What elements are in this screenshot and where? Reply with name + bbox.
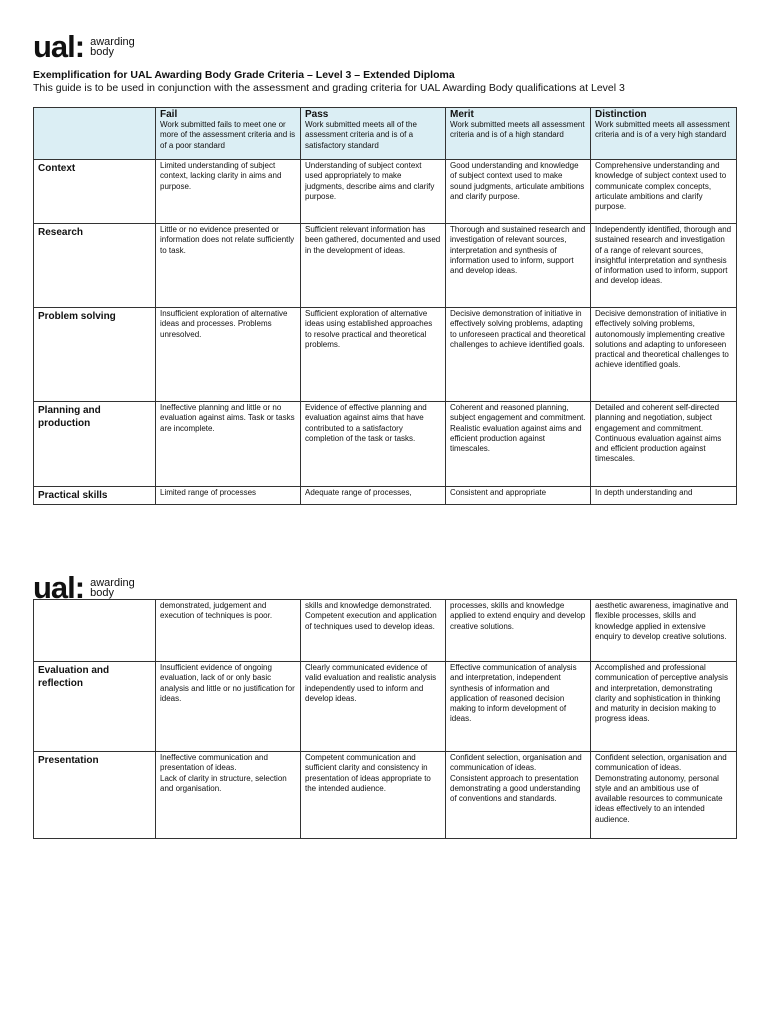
criteria-cell-merit	[446, 402, 591, 487]
grade-criteria-table-page-2	[33, 599, 737, 839]
criteria-text: Decisive demonstration of initiative in effectively solving problems, autonomously implementing creative solutions and adapting to unforeseen practical and theoretical challenges to achieve identified goals.	[595, 309, 729, 370]
grade-header-distinction	[591, 108, 737, 160]
criteria-text: Continuous evaluation against aims and efficient production against timescales.	[595, 433, 722, 464]
criteria-cell-merit	[446, 224, 591, 308]
document-intro: This guide is to be used in conjunction with the assessment and grading criteria for UAL Awarding Body qualifications at Level 3	[33, 82, 625, 94]
criteria-row	[34, 752, 737, 839]
grade-header-row	[34, 108, 737, 160]
logo-line-2: body	[90, 46, 114, 58]
criteria-cell-fail	[156, 752, 301, 839]
criteria-row	[34, 308, 737, 402]
criteria-text: Understanding of subject context used appropriately to make judgments, describe aims and clarify purpose.	[305, 161, 435, 201]
criteria-text: Limited understanding of subject context, lacking clarity in aims and purpose.	[160, 161, 282, 191]
criteria-text: Adequate range of processes,	[305, 488, 412, 497]
criteria-label: Presentation	[34, 752, 156, 839]
criteria-label: Problem solving	[34, 308, 156, 402]
grade-description: Work submitted meets all of the assessment criteria and is of a satisfactory standard	[305, 120, 417, 150]
criteria-cell-distinction	[591, 662, 737, 752]
criteria-cell-distinction	[591, 224, 737, 308]
criteria-cell-distinction	[591, 752, 737, 839]
criteria-text: Ineffective communication and presentation of ideas.	[160, 753, 268, 773]
criteria-text: skills and knowledge demonstrated. Competent execution and application of techniques used to develop ideas.	[305, 601, 437, 631]
criteria-cell-pass	[301, 224, 446, 308]
criteria-cell-pass	[301, 487, 446, 505]
logo-line-2: body	[90, 587, 114, 599]
logo-line-1: awarding	[90, 36, 135, 48]
criteria-cell-distinction	[591, 160, 737, 224]
criteria-text: Little or no evidence presented or information does not relate sufficiently to task.	[160, 225, 295, 255]
criteria-text: aesthetic awareness, imaginative and flexible processes, skills and knowledge applied in extensive enquiry to develop creative solutions.	[595, 601, 729, 641]
criteria-cell-distinction	[591, 308, 737, 402]
criteria-cell-fail	[156, 662, 301, 752]
criteria-cell-fail	[156, 600, 301, 662]
criteria-text: Effective communication of analysis and interpretation, independent synthesis of information and application of reasoned decision making to inform development of ideas.	[450, 663, 577, 724]
ual-logo	[33, 29, 135, 64]
grade-description: Work submitted meets all assessment criteria and is of a high standard	[450, 120, 585, 140]
criteria-cell-merit	[446, 662, 591, 752]
grade-name: Pass	[305, 109, 329, 120]
criteria-text: Sufficient exploration of alternative ideas using established approaches to resolve practical and theoretical problems.	[305, 309, 433, 349]
grade-header-merit	[446, 108, 591, 160]
criteria-text: Detailed and coherent self-directed planning and negotiation, subject engagement and commitment.	[595, 403, 720, 433]
grade-description: Work submitted meets all assessment criteria and is of a very high standard	[595, 120, 730, 140]
criteria-row	[34, 160, 737, 224]
criteria-cell-merit	[446, 752, 591, 839]
criteria-cell-fail	[156, 308, 301, 402]
grade-name: Fail	[160, 109, 178, 120]
criteria-cell-distinction	[591, 487, 737, 505]
criteria-cell-pass	[301, 402, 446, 487]
criteria-text: processes, skills and knowledge applied to extend enquiry and develop creative solutions.	[450, 601, 586, 631]
criteria-text: Clearly communicated evidence of valid evaluation and realistic analysis independently used to inform and develop ideas.	[305, 663, 437, 703]
criteria-text: Accomplished and professional communication of perceptive analysis and interpretation, demonstrating clarity and sophistication in thinking and maturity in decision making to progress ideas.	[595, 663, 728, 724]
criteria-text: Insufficient evidence of ongoing evaluation, lack of or only basic analysis and little or no justification for ideas.	[160, 663, 295, 703]
criteria-cell-pass	[301, 752, 446, 839]
document-title: Exemplification for UAL Awarding Body Grade Criteria – Level 3 – Extended Diploma	[33, 69, 455, 81]
logo-subtitle	[90, 578, 135, 598]
criteria-text: Evidence of effective planning and evaluation against aims that have contributed to a satisfactory completion of the task or tasks.	[305, 403, 427, 443]
criteria-row	[34, 402, 737, 487]
criteria-cell-fail	[156, 160, 301, 224]
criteria-label: Context	[34, 160, 156, 224]
criteria-text: Independently identified, thorough and sustained research and investigation of a range of relevant sources, insightful interpretation and synthesis of information used to inform, support and develop ideas.	[595, 225, 732, 286]
criteria-cell-distinction	[591, 600, 737, 662]
criteria-text: Demonstrating autonomy, personal style and an ambitious use of available resources to communicate ideas effectively to an intended audience.	[595, 773, 723, 824]
criteria-label	[34, 600, 156, 662]
criteria-text: In depth understanding and	[595, 488, 693, 497]
criteria-text: Insufficient exploration of alternative ideas and processes. Problems unresolved.	[160, 309, 288, 339]
criteria-label: Evaluation and reflection	[34, 662, 156, 752]
grade-criteria-table-page-1	[33, 107, 737, 505]
grade-description: Work submitted fails to meet one or more of the assessment criteria and is of a poor standard	[160, 120, 296, 150]
criteria-label: Practical skills	[34, 487, 156, 505]
criteria-cell-fail	[156, 402, 301, 487]
logo-brand: ual:	[33, 570, 85, 605]
criteria-cell-fail	[156, 224, 301, 308]
criteria-cell-merit	[446, 600, 591, 662]
logo-subtitle	[90, 37, 135, 57]
grade-header-fail	[156, 108, 301, 160]
criteria-row	[34, 487, 737, 505]
criteria-cell-pass	[301, 662, 446, 752]
criteria-text: Consistent and appropriate	[450, 488, 547, 497]
criteria-text: Sufficient relevant information has been gathered, documented and used in the development of ideas.	[305, 225, 441, 255]
criteria-text: demonstrated, judgement and execution of techniques is poor.	[160, 601, 273, 621]
criteria-text: Limited range of processes	[160, 488, 257, 497]
criteria-label: Research	[34, 224, 156, 308]
criteria-text: Consistent approach to presentation demonstrating a good understanding of conventions and standards.	[450, 773, 581, 804]
criteria-cell-merit	[446, 487, 591, 505]
criteria-text: Lack of clarity in structure, selection and organisation.	[160, 773, 287, 793]
grade-name: Merit	[450, 109, 474, 120]
criteria-label: Planning and production	[34, 402, 156, 487]
criteria-cell-pass	[301, 308, 446, 402]
header-empty-cell	[34, 108, 156, 160]
criteria-cell-fail	[156, 487, 301, 505]
grade-name: Distinction	[595, 109, 647, 120]
criteria-text: Coherent and reasoned planning, subject engagement and commitment.	[450, 403, 586, 423]
criteria-row	[34, 662, 737, 752]
criteria-text: Decisive demonstration of initiative in effectively solving problems, adapting to unforeseen practical and theoretical challenges to achieve identified goals.	[450, 309, 586, 349]
criteria-text: Good understanding and knowledge of subject context used to make sound judgments, articulate ambitions and clarify purpose.	[450, 161, 585, 201]
criteria-row	[34, 600, 737, 662]
criteria-row	[34, 224, 737, 308]
logo-brand: ual:	[33, 29, 85, 64]
criteria-text: Confident selection, organisation and communication of ideas.	[595, 753, 727, 773]
criteria-text: Realistic evaluation against aims and efficient production against timescales.	[450, 423, 582, 454]
logo-line-1: awarding	[90, 577, 135, 589]
grade-header-pass	[301, 108, 446, 160]
criteria-text: Comprehensive understanding and knowledge of subject context used to communicate complex concepts, articulate ambitions and clarify purpose.	[595, 161, 727, 212]
criteria-cell-pass	[301, 600, 446, 662]
criteria-cell-merit	[446, 160, 591, 224]
criteria-text: Thorough and sustained research and investigation of relevant sources, interpretation and synthesis of information used to inform, support and develop ideas.	[450, 225, 586, 276]
criteria-text: Confident selection, organisation and communication of ideas.	[450, 753, 582, 773]
criteria-cell-merit	[446, 308, 591, 402]
criteria-cell-pass	[301, 160, 446, 224]
criteria-text: Ineffective planning and little or no evaluation against aims. Task or tasks are incomplete.	[160, 403, 295, 433]
ual-logo-page-2	[33, 570, 135, 605]
criteria-cell-distinction	[591, 402, 737, 487]
criteria-text: Competent communication and sufficient clarity and consistency in presentation of ideas appropriate to the intended audience.	[305, 753, 431, 793]
